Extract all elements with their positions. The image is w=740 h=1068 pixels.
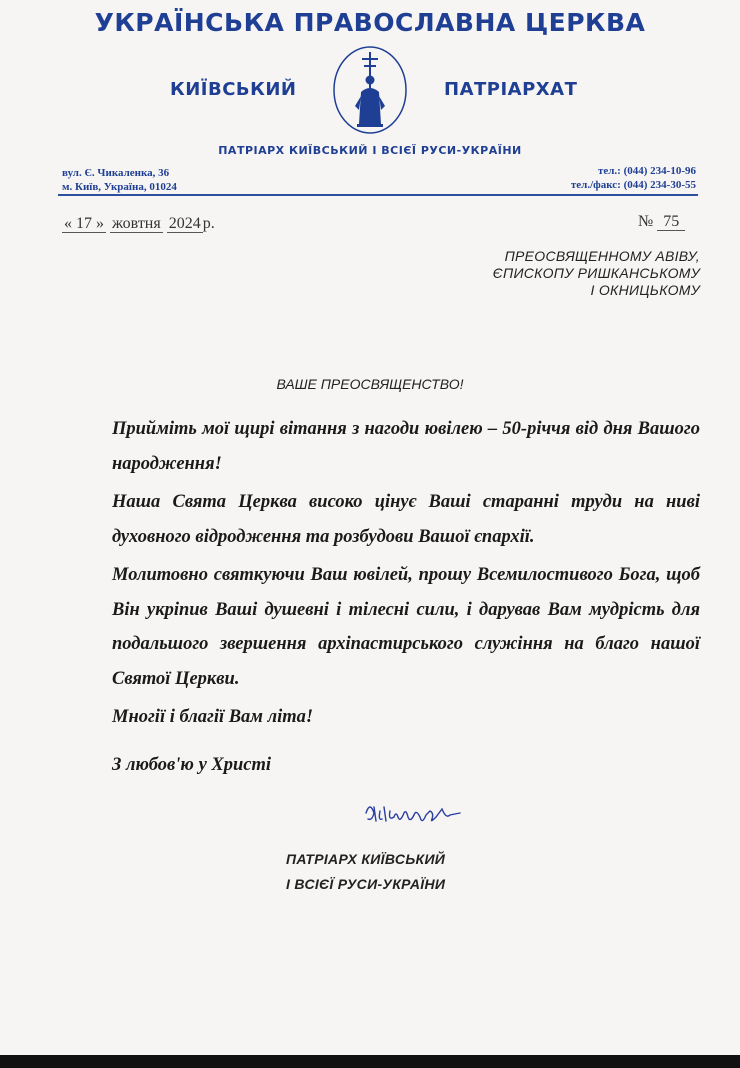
date-month: жовтня: [112, 215, 161, 232]
handwritten-signature: [360, 795, 480, 835]
paragraph: Многії і благії Вам літа!: [112, 707, 314, 727]
header-right-word: ПАТРІАРХАТ: [444, 79, 578, 100]
phone-block: [571, 164, 696, 192]
header-subtitle: ПАТРІАРХ КИЇВСЬКИЙ І ВСІЄЇ РУСИ-УКРАЇНИ: [218, 144, 522, 157]
signatory-block: [286, 847, 445, 897]
addressee-line: І ОКНИЦЬКОМУ: [590, 282, 700, 298]
bottom-bar: [0, 1055, 740, 1068]
paragraph: Прийміть мої щирі вітання з нагоди ювілею – 50-річчя від дня Вашого народження!: [112, 419, 700, 474]
signatory-line: І ВСІЄЇ РУСИ-УКРАЇНИ: [286, 876, 446, 892]
addressee-block: [493, 248, 700, 299]
date-day-field: « 17 »: [64, 215, 104, 232]
phone-line: тел.: (044) 234-10-96: [597, 165, 696, 177]
address-line: м. Київ, Україна, 01024: [62, 181, 177, 193]
paragraph: Молитовно святкуючи Ваш ювілей, прошу Всемилостивого Бога, щоб Він укріпив Ваші душевні і тілесні сили, і дарував Вам мудрість для подальшого звершення архіпастирського служіння на благо нашої Святої Церкви.: [112, 565, 700, 689]
signatory-line: ПАТРІАРХ КИЇВСЬКИЙ: [286, 851, 446, 867]
year-suffix: р.: [202, 215, 215, 232]
salutation: ВАШЕ ПРЕОСВЯЩЕНСТВО!: [276, 376, 464, 392]
header-left-word: КИЇВСЬКИЙ: [170, 79, 297, 100]
address-line: вул. Є. Чикаленка, 36: [62, 167, 170, 179]
letter-body: [112, 412, 700, 739]
paragraph: Наша Свята Церква високо цінує Ваші старанні труди на ниві духовного відродження та розбудови Вашої єпархії.: [112, 492, 700, 547]
number-label: №: [638, 213, 654, 230]
addressee-line: ЄПИСКОПУ РИШКАНСЬКОМУ: [492, 265, 700, 281]
address-block: [62, 166, 177, 194]
letter-date: [62, 215, 215, 233]
church-title: УКРАЇНСЬКА ПРАВОСЛАВНА ЦЕРКВА: [94, 8, 646, 37]
letter-number: [638, 213, 685, 231]
number-value: 75: [657, 213, 685, 231]
addressee-line: ПРЕОСВЯЩЕННОМУ АВІВУ,: [504, 248, 700, 264]
church-emblem-icon: [331, 44, 409, 136]
closing-phrase: З любов'ю у Христі: [112, 755, 272, 775]
phone-line: тел./факс: (044) 234-30-55: [570, 179, 696, 191]
header-divider: [58, 194, 698, 196]
date-year: 2024: [168, 215, 201, 232]
